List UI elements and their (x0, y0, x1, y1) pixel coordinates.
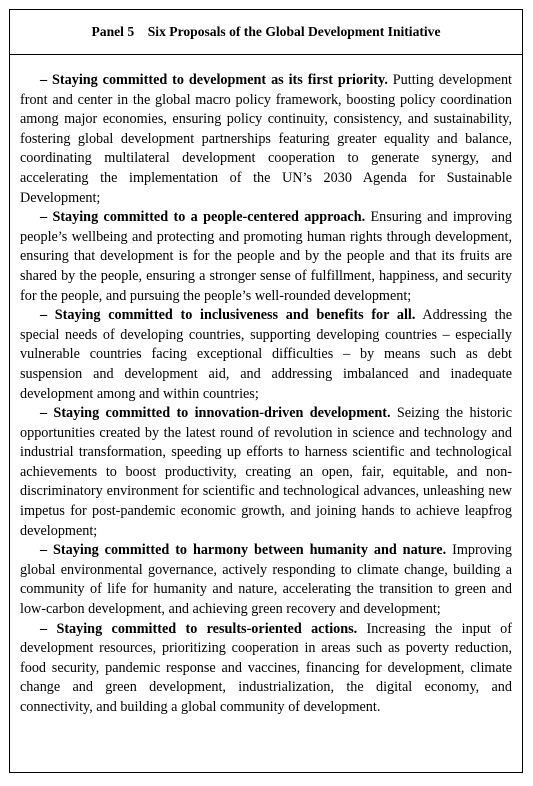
proposal-2-text: Ensuring and improving people’s wellbeing and protecting and promoting human rights through development, ensuring that development is for the people and by the people and that its fruits are shared by the people, ensuring a stronger sense of fulfillment, happiness, and security for the people, and pursuing the people’s well-rounded development; (20, 209, 513, 304)
proposal-4-heading: – Staying committed to innovation-driven development. (40, 405, 391, 422)
proposal-3-heading: – Staying committed to inclusiveness and benefits for all. (40, 307, 416, 324)
proposal-5-heading: – Staying committed to harmony between humanity and nature. (40, 542, 447, 559)
proposal-6-text: Increasing the input of development resources, prioritizing cooperation in areas such as poverty reduction, food security, pandemic response and vaccines, financing for development, climate change and green development, industrialization, the digital economy, and connectivity, and building a global community of development. (20, 620, 512, 715)
proposal-2-heading: – Staying committed to a people-centered approach. (40, 209, 366, 226)
proposal-4 (20, 404, 512, 541)
proposal-6 (20, 620, 512, 718)
proposal-6-heading: – Staying committed to results-oriented actions. (40, 620, 358, 637)
proposal-1-text: Putting development front and center in the global macro policy framework, boosting policy coordination among major economies, ensuring policy continuity, consistency, and sustainability, fostering global development partnerships featuring greater equality and balance, coordinating multilateral development cooperation to generate synergy, and accelerating the implementation of the UN’s 2030 Agenda for Sustainable Development; (20, 72, 512, 206)
proposal-3 (20, 306, 512, 404)
proposal-1-heading: – Staying committed to development as its first priority. (40, 72, 388, 88)
proposal-1 (20, 71, 512, 208)
panel-content (10, 55, 522, 718)
panel-title-row (10, 10, 522, 55)
proposal-5 (20, 541, 512, 619)
panel-box (9, 9, 523, 773)
proposal-5-text: Improving global environmental governance, actively responding to climate change, building a community of life for humanity and nature, accelerating the transition to green and low-carbon development, and achieving green recovery and development; (20, 542, 512, 618)
panel-title: Panel 5 Six Proposals of the Global Development Initiative (91, 24, 441, 39)
proposal-4-text: Seizing the historic opportunities created by the latest round of revolution in science and technology and industrial transformation, speeding up efforts to harness scientific and technological achievements to boost productivity, creating an open, fair, equitable, and non-discriminatory environment for scientific and technological advances, unleashing new impetus for post-pandemic economic growth, and joining hands to achieve leapfrog development; (20, 405, 512, 539)
proposal-3-text: Addressing the special needs of developing countries, supporting developing countries – especially vulnerable countries facing exceptional difficulties – by means such as debt suspension and development aid, and addressing imbalanced and inadequate development among and within countries; (20, 307, 512, 402)
proposal-2 (20, 208, 512, 306)
